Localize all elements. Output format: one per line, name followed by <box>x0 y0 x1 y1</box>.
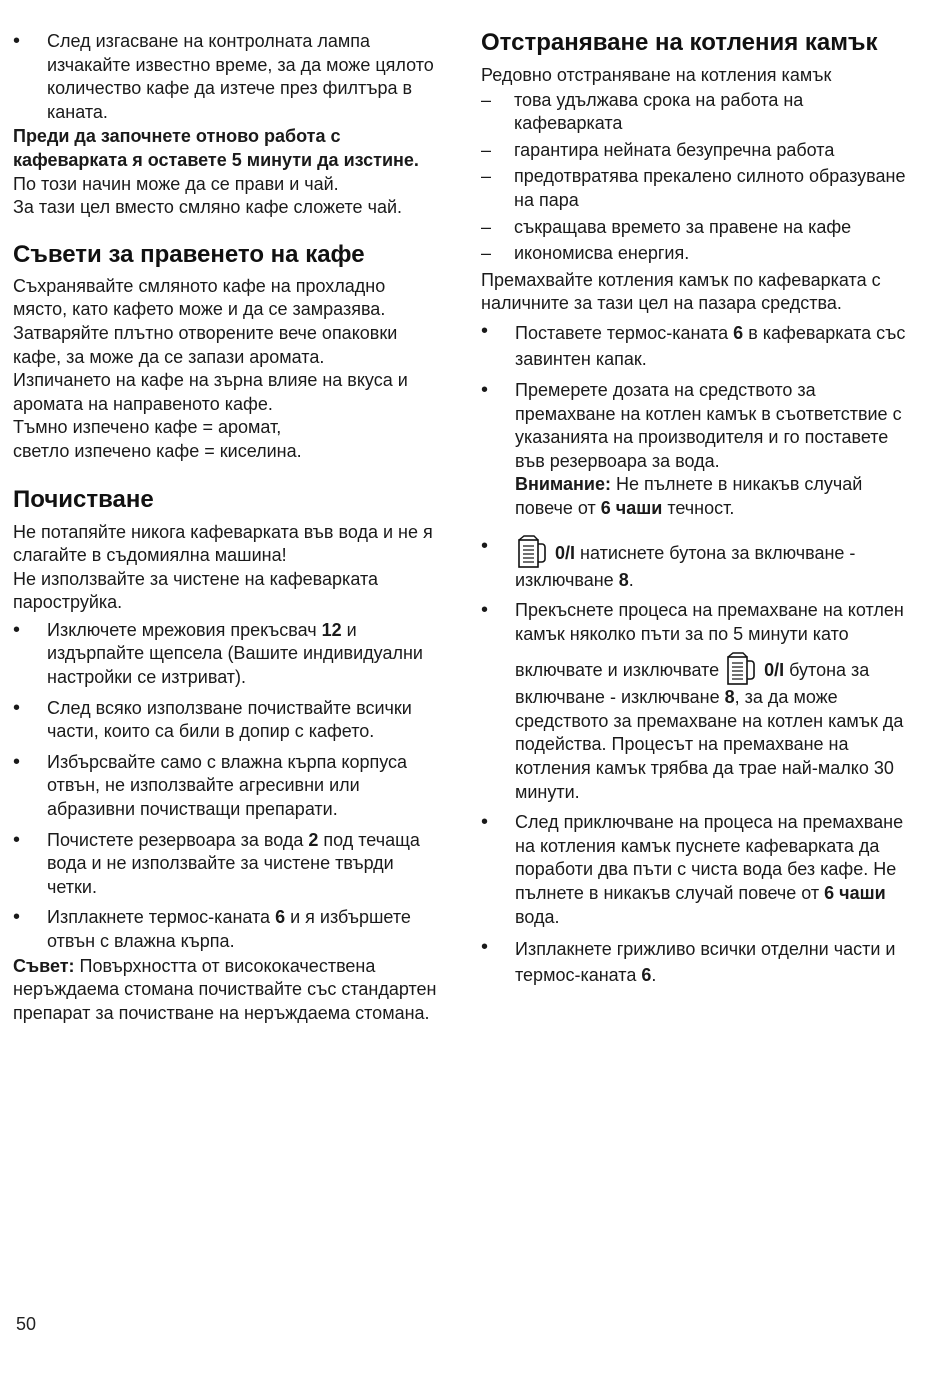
list-item: • Изключете мрежовия прекъсвач 12 и издърпайте щепсела (Вашите индивидуални настройки се изтриват). <box>13 619 441 690</box>
tips-paragraph: Изпичането на кафе на зърна влияе на вкуса и аромата на направеното кафе. <box>13 370 408 414</box>
tips-paragraph: Съхранявайте смляното кафе на прохладно място, като кафето може и да се замразява. <box>13 275 386 320</box>
list-item: • Изплакнете грижливо всички отделни части и термос-каната 6. <box>481 936 911 988</box>
descaling-paragraph: Премахвайте котления камък по кафеварката с наличните за тази цел на пазара средства. <box>481 269 881 314</box>
list-item: • След изгасване на контролната лампа изчакайте известно време, за да може цялото количество кафе да изтече през филтъра в каната. <box>13 30 441 124</box>
dash-list-benefits <box>481 89 911 266</box>
list-item: – гарантира нейната безупречна работа <box>481 139 911 163</box>
list-item: • Поставете термос-каната 6 в кафеварката със завинтен капак. <box>481 320 911 372</box>
kettle-icon <box>517 535 547 569</box>
kettle-icon <box>726 652 756 686</box>
cleaning-paragraph: Не потапяйте никога кафеварката във вода и не я слагайте в съдомиялна машина! <box>13 521 433 566</box>
bullet-list-descaling <box>481 320 911 988</box>
page-number: 50 <box>16 1314 37 1334</box>
list-item: – предотвратява прекалено силното образуване на пара <box>481 165 911 212</box>
bullet-list-cleaning <box>13 619 441 954</box>
tea-paragraph: За тази цел вместо смляно кафе сложете чай. <box>13 197 403 218</box>
stainless-tip: Съвет: Повърхността от висококачествена неръждаема стомана почиствайте със стандартен препарат за почистване на неръждаема стомана. <box>13 955 437 1023</box>
cooldown-warning: Преди да започнете отново работа с кафеварката я оставете 5 минути да изстине. <box>13 126 419 170</box>
list-item: • 0/I натиснете бутона за включване - изключване 8. <box>481 535 911 593</box>
list-item: – съкращава времето за правене на кафе <box>481 216 911 240</box>
tea-paragraph: По този начин може да се прави и чай. <box>13 173 339 194</box>
section-heading-coffee-tips: Съвети за правенето на кафе <box>13 240 365 268</box>
list-item: • Избърсвайте само с влажна кърпа корпуса отвън, не използвайте агресивни или абразивни почистващи препарати. <box>13 751 441 822</box>
tips-paragraph: Затваряйте плътно отворените вече опаковки кафе, за може да се запази аромата. <box>13 322 398 367</box>
right-column <box>481 30 911 995</box>
list-item: • След всяко използване почиствайте всички части, които са били в допир с кафето. <box>13 697 441 744</box>
bullet-list-intro <box>13 30 441 124</box>
list-item: • Прекъснете процеса на премахване на котлен камък няколко пъти за по 5 минути като включвате и изключвате 0/I бутона за включване - изключване 8, за да може средството за премахване на котлен камък да подейства. Процесът на премахване на котления камък трябва да трае най-малко 30 минути. <box>481 599 911 804</box>
tips-paragraph: Тъмно изпечено кафе = аромат, <box>13 417 282 438</box>
list-item: • Изплакнете термос-каната 6 и я избършете отвън с влажна кърпа. <box>13 906 441 953</box>
list-item: – това удължава срока на работа на кафеварката <box>481 89 911 136</box>
descaling-intro: Редовно отстраняване на котления камък <box>481 65 832 85</box>
cleaning-paragraph: Не използвайте за чистене на кафеварката пароструйка. <box>13 568 378 613</box>
list-item: • Почистете резервоара за вода 2 под течаща вода и не използвайте за чистене твърди четки. <box>13 829 441 900</box>
left-column <box>13 30 441 1025</box>
list-item: • След приключване на процеса на премахване на котления камък пуснете кафеварката да поработи два пъти с чиста вода без кафе. Не пълнете в никакъв случай повече от 6 чаши вода. <box>481 811 911 929</box>
tips-paragraph: светло изпечено кафе = киселина. <box>13 440 302 461</box>
list-item: – икономисва енергия. <box>481 242 911 266</box>
section-heading-cleaning: Почистване <box>13 485 154 513</box>
section-heading-descaling: Отстраняване на котления камък <box>481 29 878 56</box>
list-item: • Премерете дозата на средството за премахване на котлен камък в съответствие с указанията на производителя и го поставете във резервоара за вода. Внимание: Не пълнете в никакъв случай повече от 6 чаши течност. <box>481 379 911 521</box>
